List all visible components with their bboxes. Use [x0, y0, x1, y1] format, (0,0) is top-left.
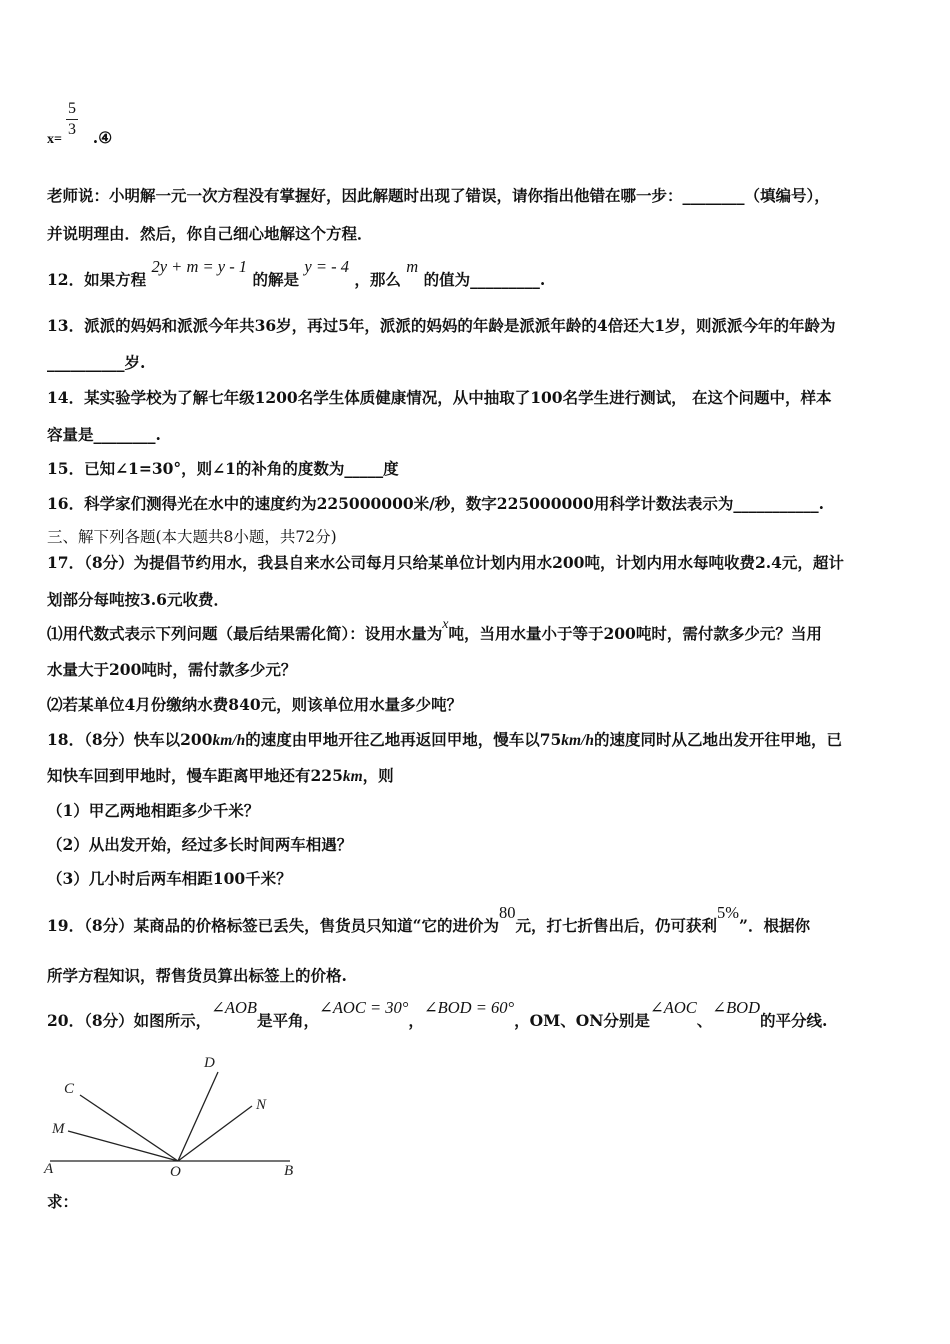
ray-oc	[80, 1095, 178, 1161]
q20-mid2: ，OM、ON分别是	[514, 1011, 650, 1030]
q12-pre: 12．如果方程	[47, 270, 147, 289]
question-18-line-2	[47, 766, 394, 787]
ray-od	[178, 1072, 218, 1161]
question-17-part-2: ⑵若某单位4月份缴纳水费840元，则该单位用水量多少吨？	[47, 695, 463, 714]
ray-om	[68, 1131, 178, 1161]
q20-angle-bod: ∠BOD = 60°	[423, 998, 515, 1017]
prev-fraction	[66, 100, 78, 139]
q20-post: 的平分线.	[760, 1011, 828, 1030]
q17-p1-var: x	[442, 617, 449, 632]
fraction-numerator: 5	[68, 100, 76, 117]
q17-p1-pre: ⑴用代数式表示下列问题（最后结果需化简）：设用水量为	[47, 624, 443, 643]
q20-mid1: 是平角，	[257, 1011, 320, 1030]
q18-text-c: 的速度同时从乙地出发开往甲地，已	[594, 730, 843, 749]
label-d: D	[204, 1055, 215, 1071]
question-17-part-1	[47, 617, 822, 646]
teacher-line-2: 并说明理由．然后，你自己细心地解这个方程．	[47, 224, 373, 243]
question-19-line-1	[47, 903, 810, 936]
label-o: O	[170, 1164, 181, 1180]
ray-on	[178, 1106, 252, 1161]
label-m: M	[52, 1121, 65, 1137]
q19-percent: 5%	[717, 903, 740, 922]
question-12	[47, 257, 546, 290]
label-a: A	[44, 1161, 54, 1177]
prev-answer-line	[47, 128, 112, 150]
q12-variable: m	[406, 257, 419, 276]
q20-angle-aoc: ∠AOC = 30°	[319, 998, 409, 1017]
question-14-line-1: 14．某实验学校为了解七年级1200名学生体质健康情况，从中抽取了100名学生进行测试， 在这个问题中，样本	[47, 388, 832, 407]
q19-price: 80	[499, 903, 516, 922]
q12-mid1: 的解是	[252, 270, 299, 289]
q20-pre: 20．（8分）如图所示，	[47, 1011, 212, 1030]
question-16: 16．科学家们测得光在水中的速度约为225000000米/秒，数字225000000用科学计数法表示为___________.	[47, 494, 825, 513]
q18-text-b: 的速度由甲地开往乙地再返回甲地，慢车以75	[245, 730, 562, 749]
label-b: B	[284, 1163, 294, 1179]
fraction-denominator: 3	[68, 121, 76, 138]
question-18-sub-2: （2）从出发开始，经过多长时间两车相遇？	[47, 835, 353, 854]
q12-mid2: ，那么	[354, 270, 401, 289]
label-c: C	[64, 1081, 75, 1097]
question-18-sub-3: （3）几小时后两车相距100千米？	[47, 869, 292, 888]
q12-solution: y = - 4	[304, 257, 349, 276]
question-20	[47, 998, 828, 1031]
q12-post: 的值为_________.	[423, 270, 546, 289]
ask-line: 求：	[47, 1192, 79, 1211]
prev-x-label: x=	[47, 132, 62, 147]
q20-angle-aoc-2: ∠AOC	[649, 998, 697, 1017]
q20-angle-bod-2: ∠BOD	[712, 998, 761, 1017]
question-13-line-1: 13．派派的妈妈和派派今年共36岁，再过5年，派派的妈妈的年龄是派派年龄的4倍还大1岁，则派派今年的年龄为	[47, 316, 836, 335]
question-18-line-1	[47, 730, 842, 751]
question-19-line-2: 所学方程知识，帮售货员算出标签上的价格.	[47, 966, 347, 985]
q20-sep2: 、	[696, 1011, 713, 1030]
q19-mid: 元，打七折售出后，仍可获利	[515, 916, 718, 935]
q12-equation: 2y + m = y - 1	[151, 257, 248, 276]
q17-p1-post: 吨，当用水量小于等于200吨时，需付款多少元？当用	[448, 624, 822, 643]
question-17-line-1: 17．（8分）为提倡节约用水，我县自来水公司每月只给某单位计划内用水200吨，计划内用水每吨收费2.4元，超计	[47, 553, 844, 572]
question-17-line-2: 划部分每吨按3.6元收费．	[47, 590, 229, 609]
q18-unit-1: km/h	[212, 732, 246, 749]
question-15: 15．已知∠1=30°，则∠1的补角的度数为_____度	[47, 459, 399, 478]
q20-sep1: ，	[408, 1011, 424, 1030]
question-17-part-1-line-2: 水量大于200吨时，需付款多少元？	[47, 660, 297, 679]
q18-unit-2: km/h	[561, 732, 595, 749]
question-13-line-2: __________岁.	[47, 353, 146, 372]
teacher-line-1: 老师说：小明解一元一次方程没有掌握好，因此解题时出现了错误，请你指出他错在哪一步：________（填编号），	[47, 186, 830, 205]
q18-text-d: 知快车回到甲地时，慢车距离甲地还有225	[47, 766, 343, 785]
q20-angle-aob: ∠AOB	[211, 998, 258, 1017]
q18-text-a: 18．（8分）快车以200	[47, 730, 213, 749]
q19-pre: 19．（8分）某商品的价格标签已丢失，售货员只知道“它的进价为	[47, 916, 500, 935]
angle-figure	[40, 1045, 310, 1185]
question-14-line-2: 容量是________.	[47, 425, 161, 444]
question-18-sub-1: （1）甲乙两地相距多少千米？	[47, 801, 260, 820]
prev-suffix: .④	[92, 128, 113, 147]
section-3-heading: 三、解下列各题(本大题共8小题，共72分)	[47, 528, 337, 546]
q18-text-e: ，则	[362, 766, 394, 785]
q19-post: ”．根据你	[739, 916, 810, 935]
q18-unit-3: km	[342, 768, 363, 785]
label-n: N	[256, 1097, 267, 1113]
